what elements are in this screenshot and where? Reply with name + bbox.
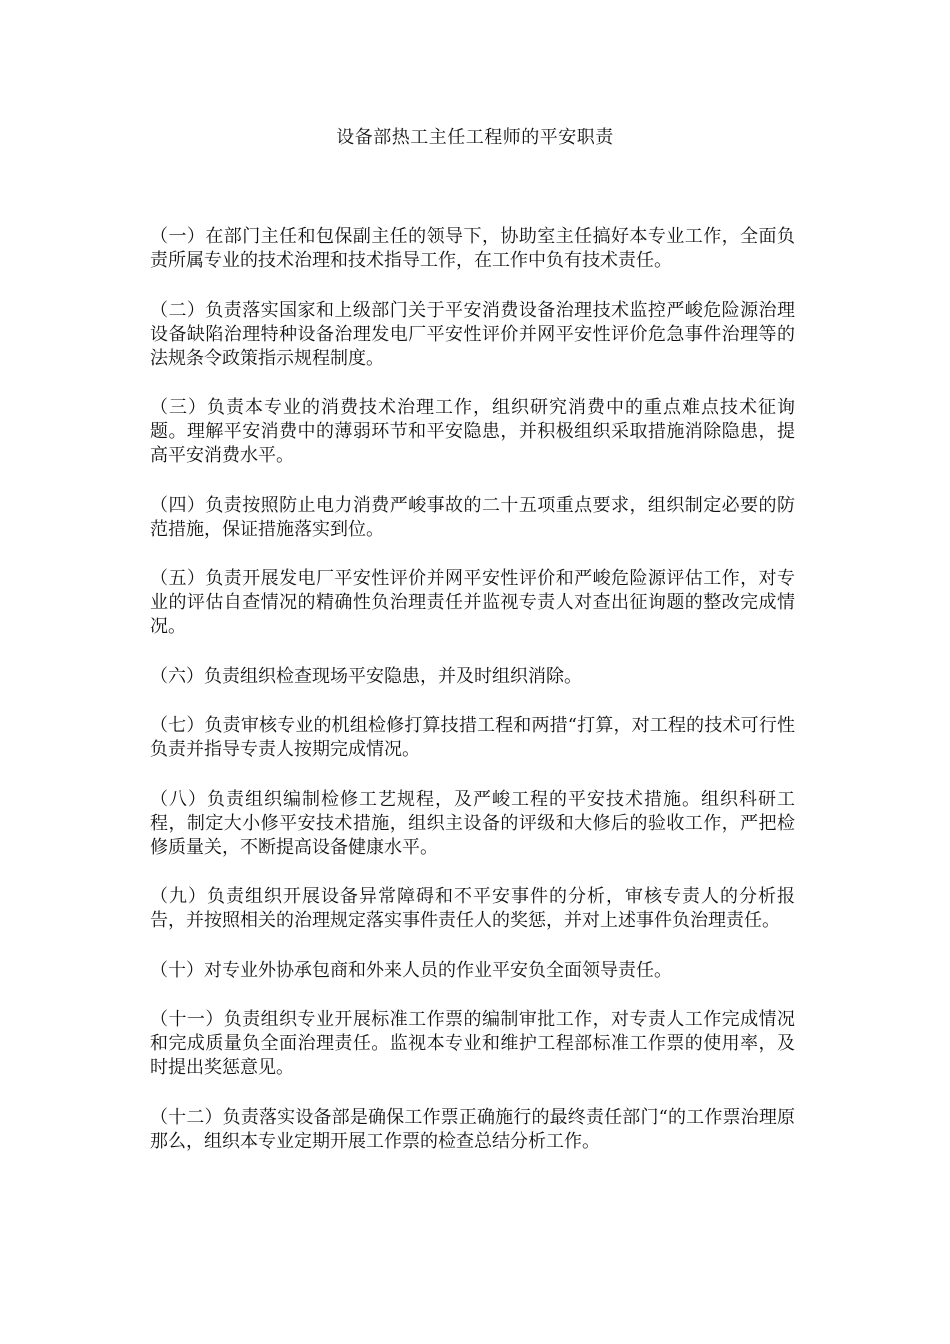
paragraph-4: （四）负责按照防止电力消费严峻事故的二十五项重点要求，组织制定必要的防范措施，保证措施落实到位。: [150, 494, 795, 540]
paragraph-2: （二）负责落实国家和上级部门关于平安消费设备治理技术监控严峻危险源治理设备缺陷治理特种设备治理发电厂平安性评价并网平安性评价危急事件治理等的法规条令政策指示规程制度。: [150, 299, 795, 369]
paragraph-12: （十二）负责落实设备部是确保工作票正确施行的最终责任部门“的工作票治理原那么，组织本专业定期开展工作票的检查总结分析工作。: [150, 1106, 795, 1152]
document-body: [150, 225, 795, 1179]
paragraph-5: （五）负责开展发电厂平安性评价并网平安性评价和严峻危险源评估工作，对专业的评估自查情况的精确性负治理责任并监视专责人对查出征询题的整改完成情况。: [150, 568, 795, 637]
paragraph-8: （八）负责组织编制检修工艺规程，及严峻工程的平安技术措施。组织科研工程，制定大小修平安技术措施，组织主设备的评级和大修后的验收工作，严把检修质量关，不断提高设备健康水平。: [150, 788, 795, 858]
paragraph-7: （七）负责审核专业的机组检修打算技措工程和两措“打算，对工程的技术可行性负责并指导专责人按期完成情况。: [150, 715, 795, 760]
paragraph-1: （一）在部门主任和包保副主任的领导下，协助室主任搞好本专业工作，全面负责所属专业的技术治理和技术指导工作，在工作中负有技术责任。: [150, 226, 795, 271]
paragraph-3: （三）负责本专业的消费技术治理工作，组织研究消费中的重点难点技术征询题。理解平安消费中的薄弱环节和平安隐患，并积极组织采取措施消除隐患，提高平安消费水平。: [150, 397, 795, 466]
paragraph-9: （九）负责组织开展设备异常障碍和不平安事件的分析，审核专责人的分析报告，并按照相关的治理规定落实事件责任人的奖惩，并对上述事件负治理责任。: [150, 886, 795, 931]
document-title: 设备部热工主任工程师的平安职责: [336, 127, 614, 148]
paragraph-11: （十一）负责组织专业开展标准工作票的编制审批工作，对专责人工作完成情况和完成质量负全面治理责任。监视本专业和维护工程部标准工作票的使用率，及时提出奖惩意见。: [150, 1009, 795, 1078]
paragraph-6: （六）负责组织检查现场平安隐患，并及时组织消除。: [150, 665, 582, 687]
paragraph-10: （十）对专业外协承包商和外来人员的作业平安负全面领导责任。: [150, 959, 672, 981]
